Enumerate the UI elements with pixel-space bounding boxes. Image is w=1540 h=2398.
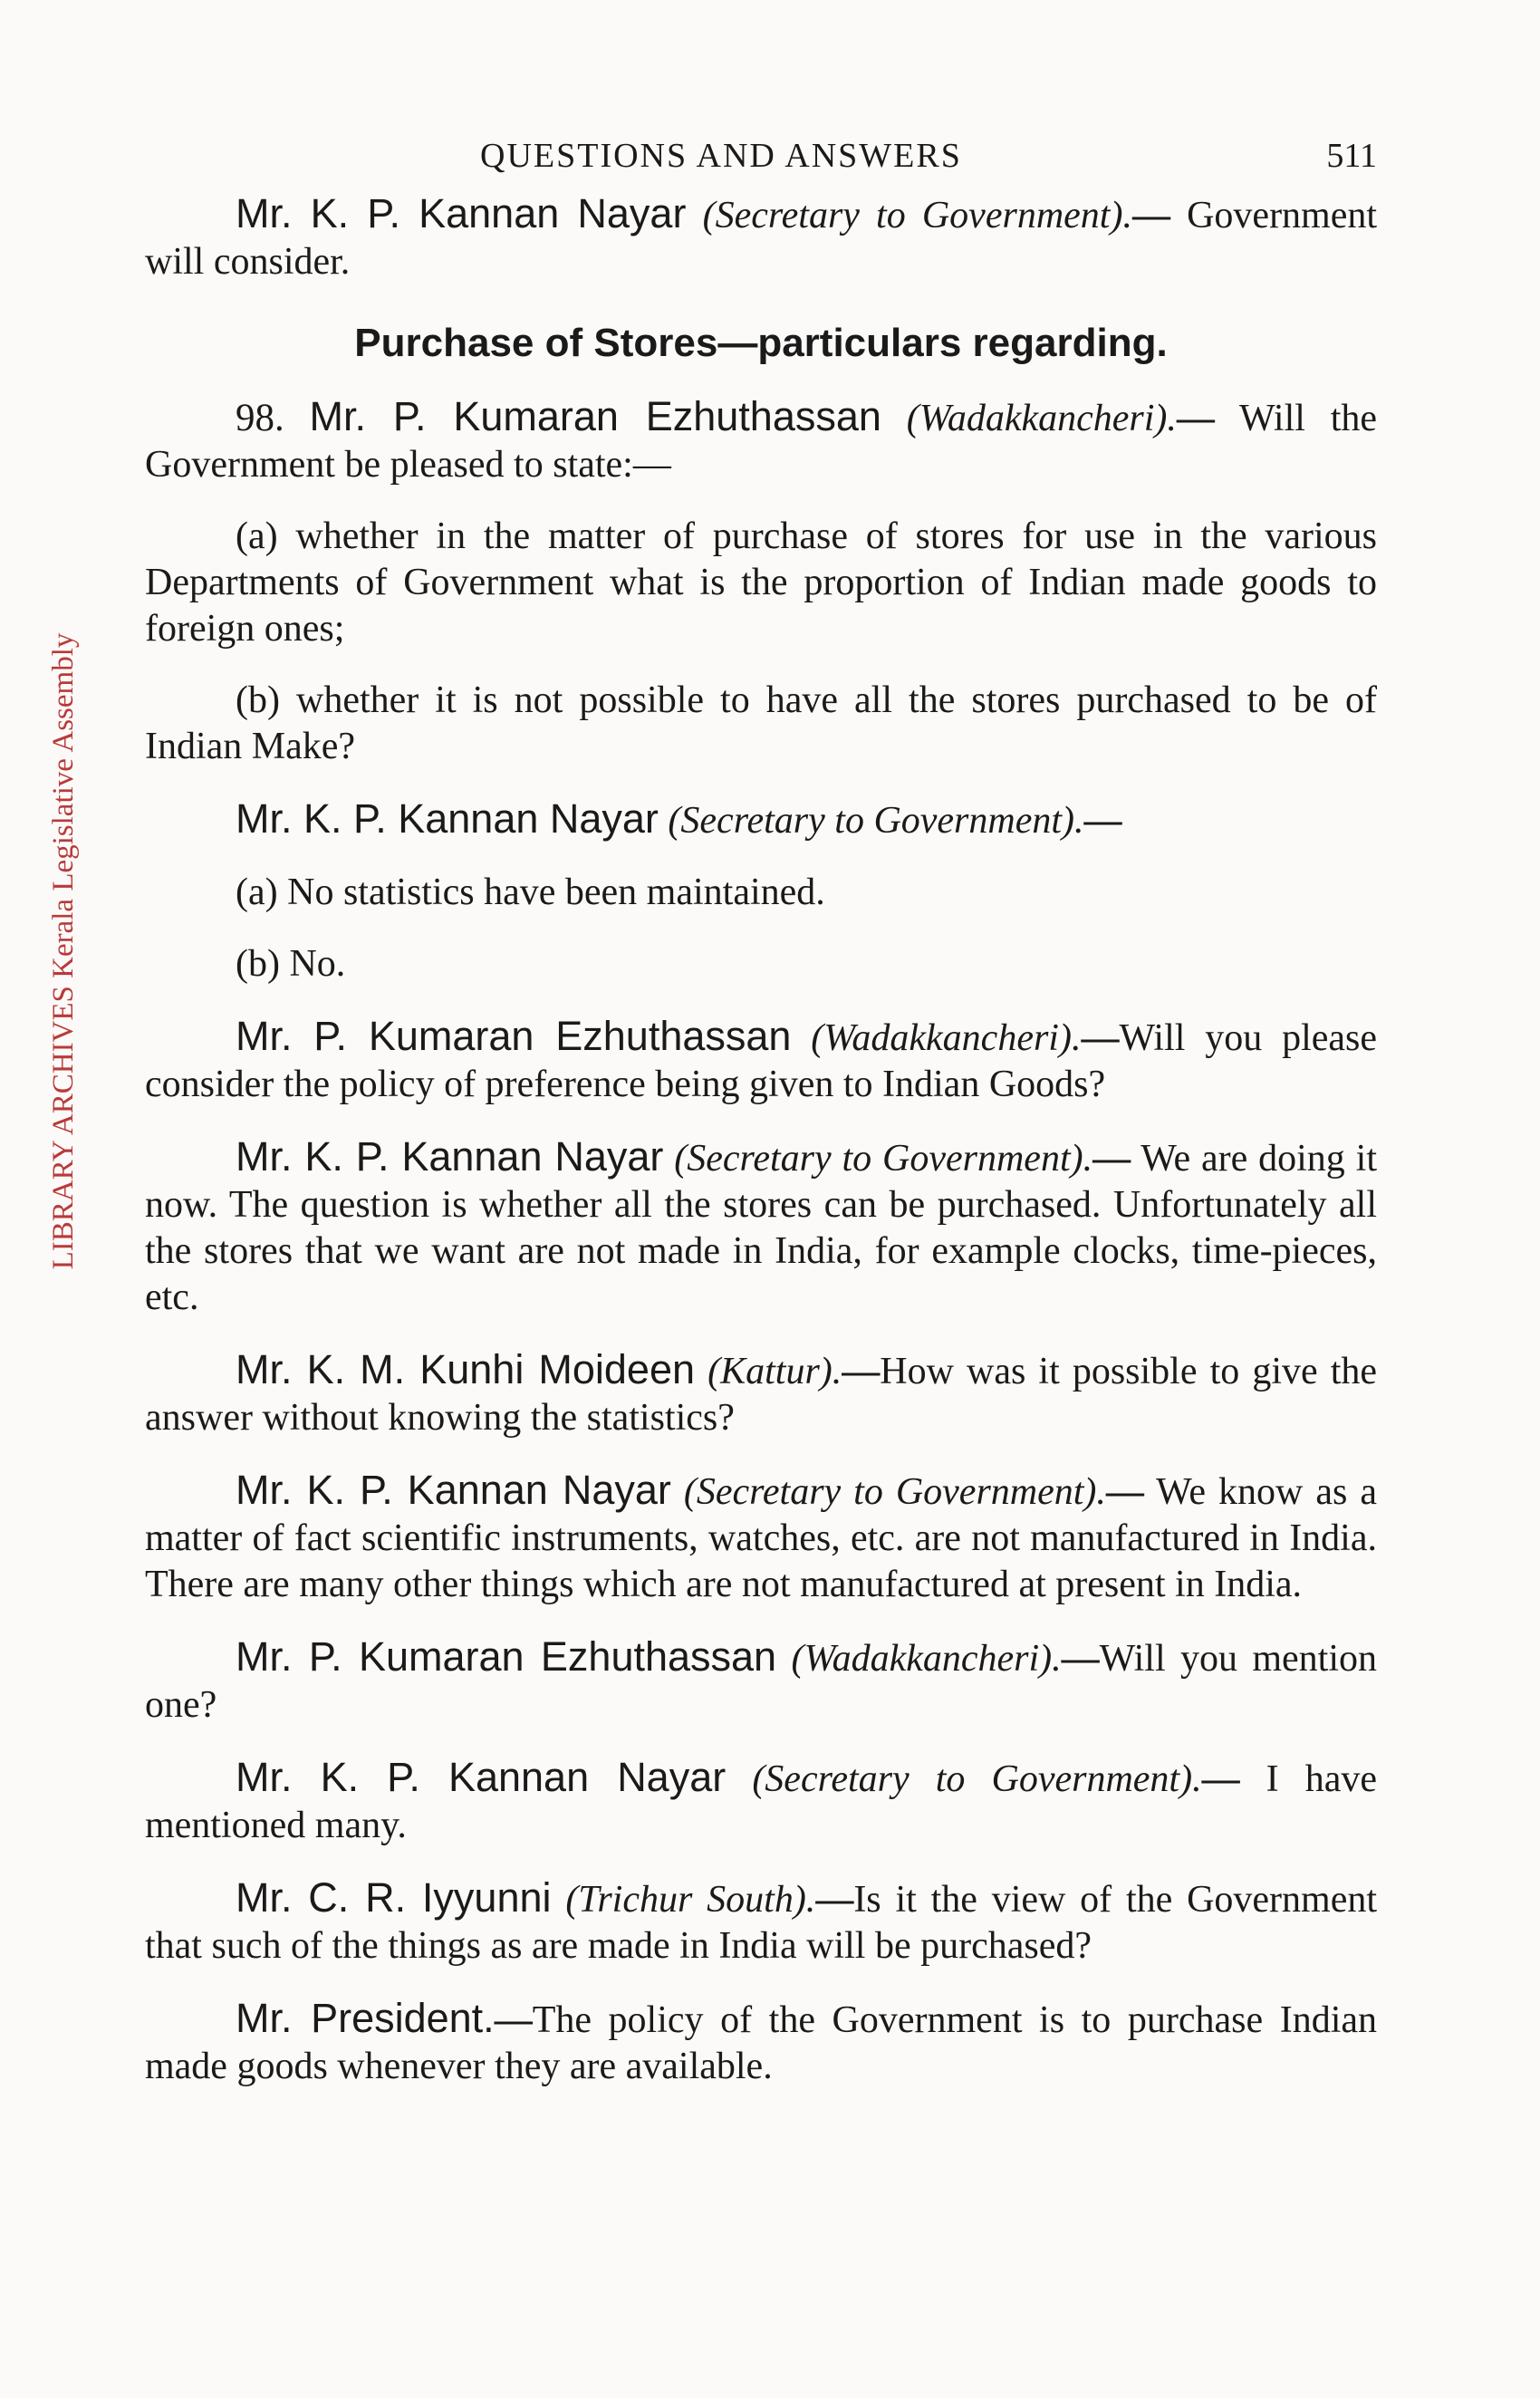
dash: — [1092,1138,1131,1180]
speech-b5 [145,1133,1377,1321]
archive-watermark: LIBRARY ARCHIVES Kerala Legislative Assembly [47,632,80,1270]
speaker-constituency: (Secretary to Government). [674,1138,1093,1180]
speech-b10 [145,1874,1377,1969]
question-98-part-a: (a) whether in the matter of purchase of stores for use in the various Departments of Government what is the proportion of Indian made goods to foreign ones; [145,515,1377,650]
question-number: 98. [236,397,284,439]
speaker-name: Mr. K. P. Kannan Nayar [236,190,687,236]
speech-text: Will you please consider the policy of preference being given to Indian Goods? [145,1017,1378,1105]
speech-b7 [145,1467,1377,1608]
dash: — [494,1999,533,2041]
page-header [145,136,1377,190]
answer-98-part-a: (a) No statistics have been maintained. [236,872,825,913]
speech-b4 [145,1013,1377,1108]
speaker-constituency: (Secretary to Government). [668,800,1084,842]
speaker-constituency: (Wadakkancheri). [791,1638,1062,1680]
dash: — [815,1879,854,1921]
speech-b9 [145,1754,1377,1849]
speech-text: We know as a matter of fact scientific instruments, watches, etc. are not manufactured in India. There are many other things which are not manufactured at present in India. [145,1471,1377,1605]
speech-text: Is it the view of the Government that such of the things as are made in India will be purchased? [145,1879,1378,1967]
speaker-constituency: (Wadakkancheri). [811,1017,1082,1059]
speech-text: How was it possible to give the answer without knowing the statistics? [145,1351,1378,1439]
speech-text: Will the Government be pleased to state:— [145,398,1378,486]
speech-b11 [145,1995,1377,2090]
speech-text: Government will consider. [145,195,1378,283]
dash: — [1083,800,1122,842]
speaker-constituency: (Secretary to Government). [752,1758,1202,1800]
dash: — [842,1351,881,1392]
speaker-name: Mr. K. P. Kannan Nayar [236,1467,671,1513]
speaker-constituency: (Wadakkancheri). [906,398,1177,439]
speech-text: I have mentioned many. [145,1758,1378,1846]
speaker-name: Mr. P. Kumaran Ezhuthassan [236,1633,777,1680]
dash: — [1201,1758,1240,1800]
running-title: QUESTIONS AND ANSWERS [480,137,962,175]
dash: — [1176,398,1215,439]
speech-b6 [145,1346,1377,1441]
speaker-name: Mr. P. Kumaran Ezhuthassan [236,1013,792,1059]
dash: — [1061,1638,1100,1680]
speech-text: We are doing it now. The question is whether all the stores can be purchased. Unfortunately all the stores that we want are not made in India, for example clocks, time-pieces, etc. [145,1138,1378,1318]
dash: — [1105,1471,1144,1513]
speaker-name: Mr. C. R. Iyyunni [236,1874,552,1921]
speaker-name: Mr. K. M. Kunhi Moideen [236,1346,696,1392]
speaker-constituency: (Trichur South). [565,1879,816,1921]
speaker-constituency: (Kattur). [707,1351,842,1392]
speaker-name: Mr. K. P. Kannan Nayar [236,1133,664,1180]
speech-text: Will you mention one? [145,1638,1378,1726]
speaker-constituency: (Secretary to Government). [702,195,1132,236]
question-98-part-b: (b) whether it is not possible to have all the stores purchased to be of Indian Make? [145,679,1377,767]
speech-b8 [145,1633,1377,1729]
speech-text: The policy of the Government is to purchase Indian made goods whenever they are available. [145,1999,1378,2087]
dash: — [1081,1017,1120,1059]
speech-b1 [145,190,1377,285]
speaker-name: Mr. K. P. Kannan Nayar [236,1754,727,1800]
speaker-name: Mr. K. P. Kannan Nayar [236,795,659,842]
speech-b3 [145,795,1377,844]
section-heading: Purchase of Stores—particulars regarding. [354,321,1168,365]
page-body [145,190,1377,2090]
answer-98-part-b: (b) No. [236,943,346,985]
question-98 [145,393,1377,488]
speaker-constituency: (Secretary to Government). [683,1471,1106,1513]
document-page [145,136,1377,2115]
dash: — [1131,195,1170,236]
speaker-name: Mr. P. Kumaran Ezhuthassan [309,393,881,439]
page-number: 511 [1326,137,1377,175]
speaker-name: Mr. President. [236,1995,495,2041]
